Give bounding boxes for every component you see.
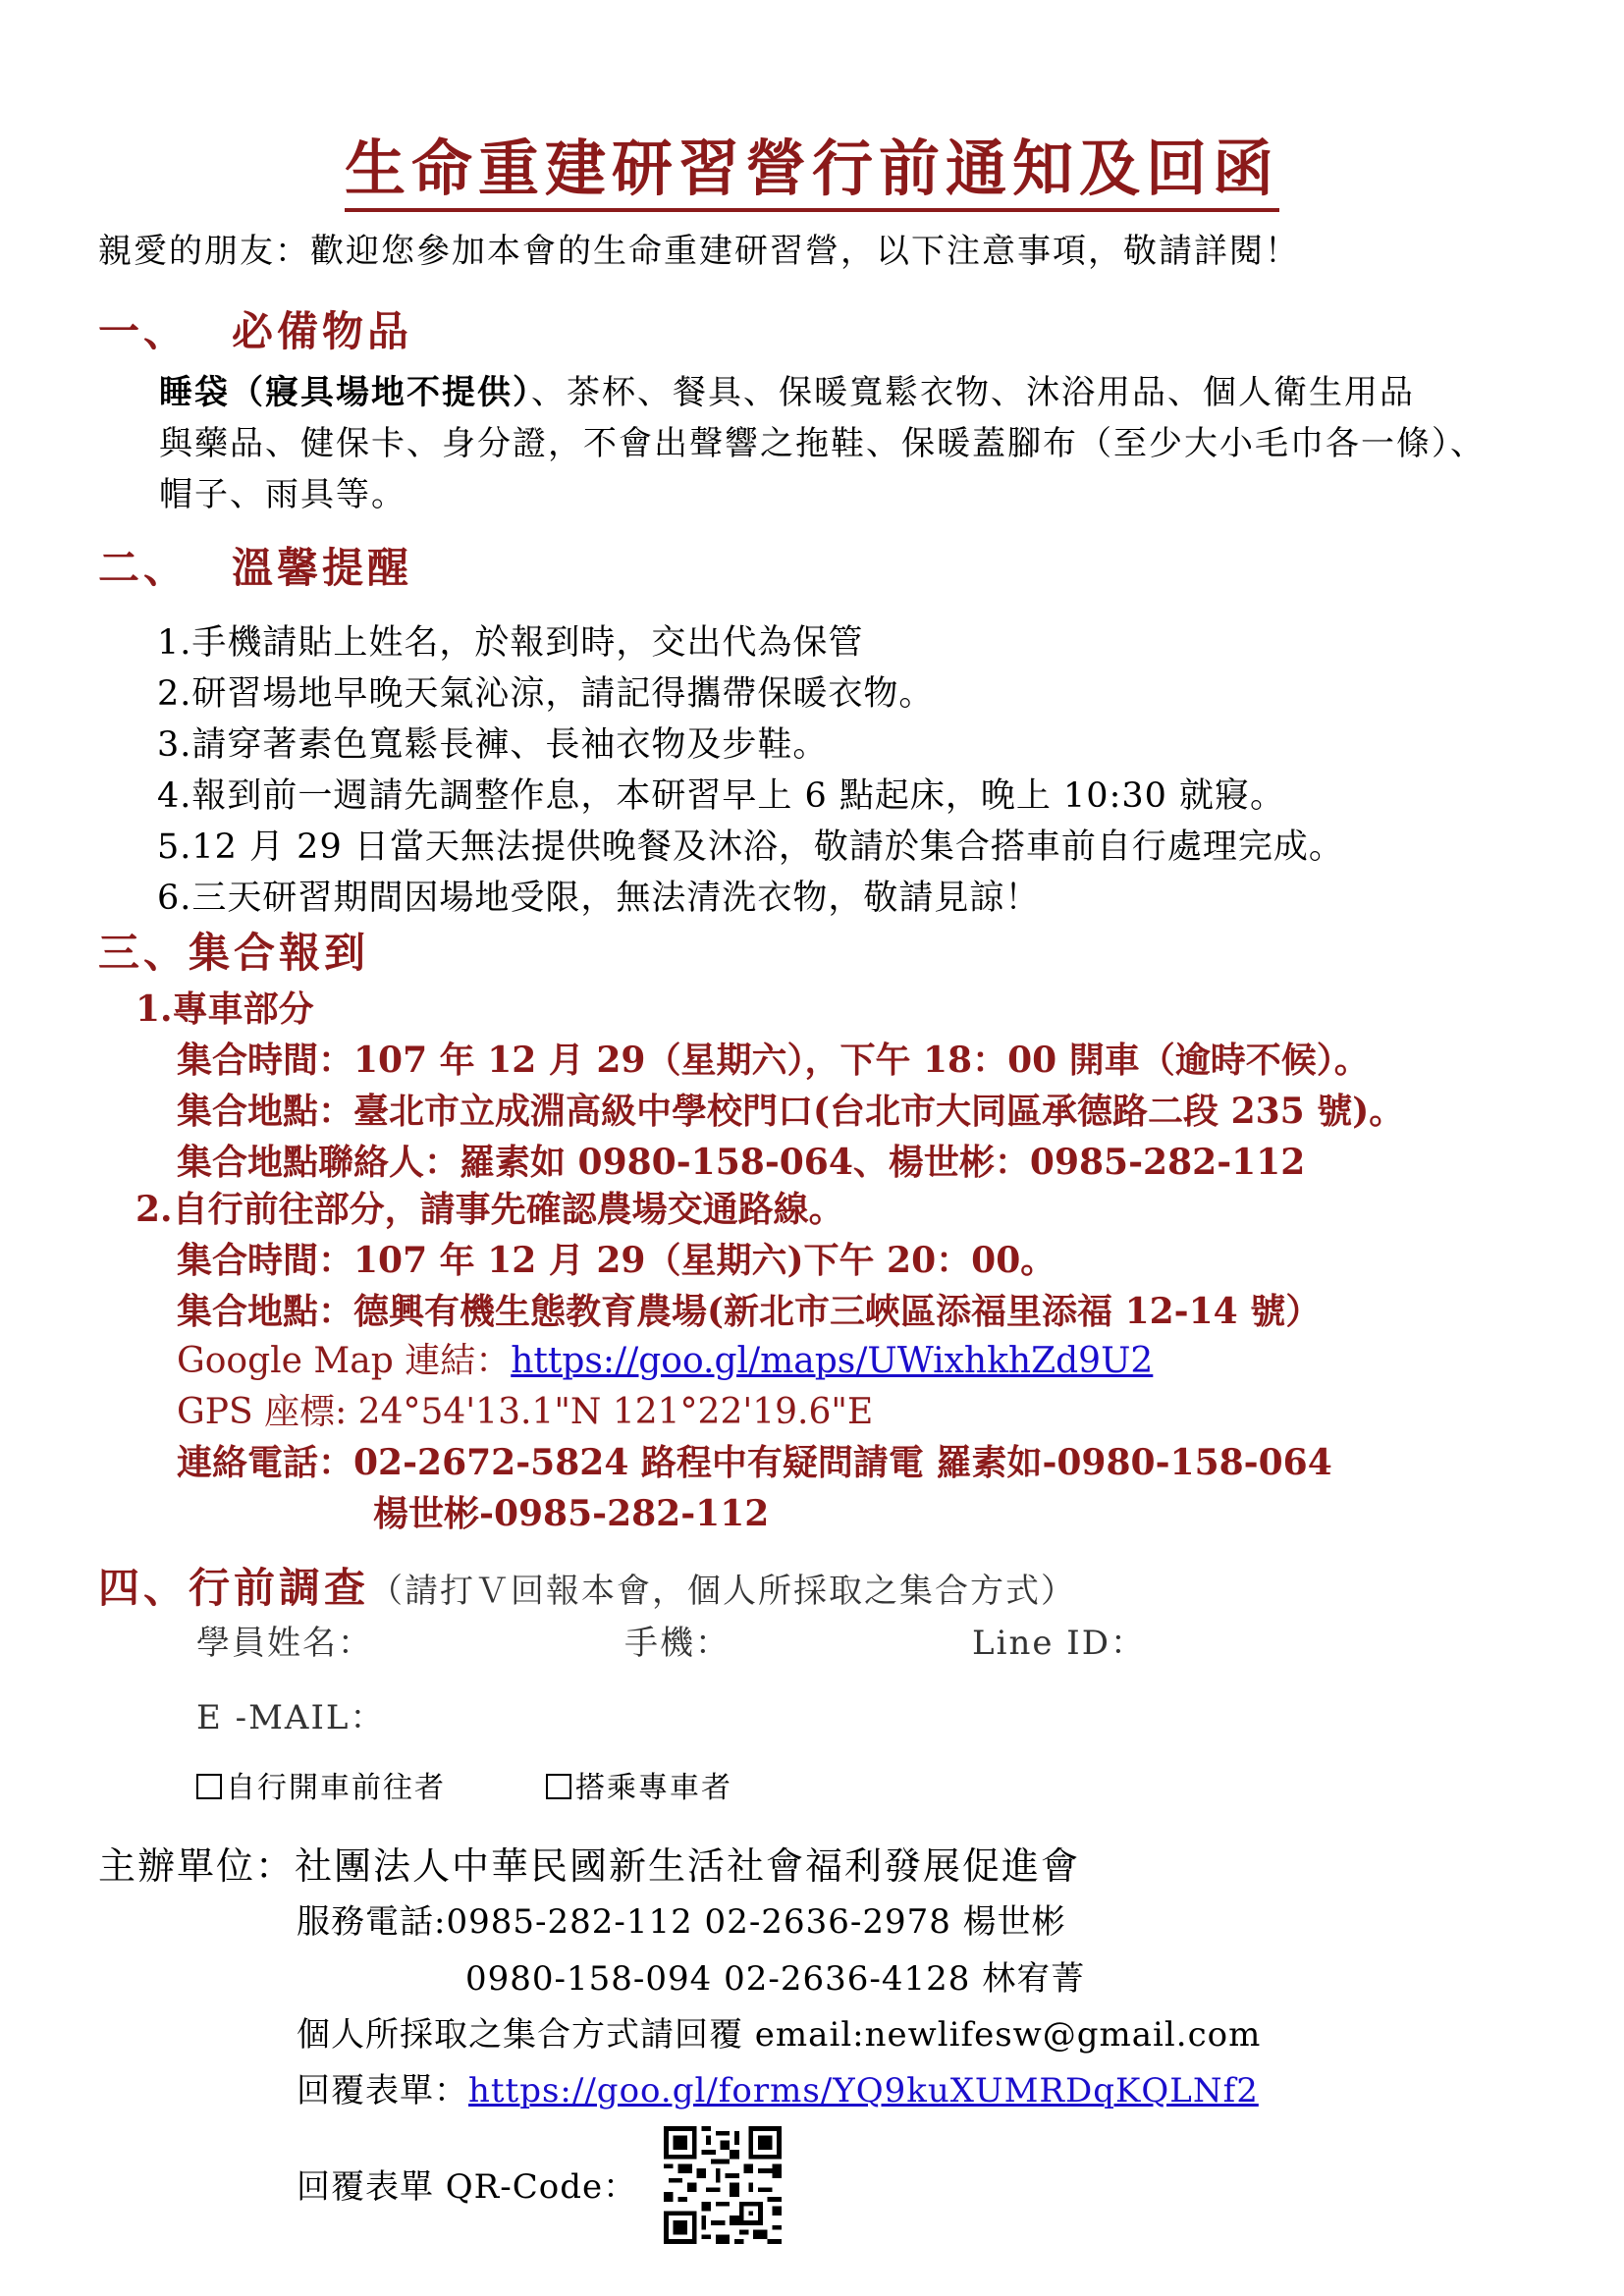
self-drive-time: 集合時間：107 年 12 月 29（星期六)下午 20：00。: [177, 1240, 1056, 1281]
map-link[interactable]: https://goo.gl/maps/UWixhkhZd9U2: [511, 1341, 1154, 1381]
section1-line2: 與藥品、健保卡、身分證，不會出聲響之拖鞋、保暖蓋腳布（至少大小毛巾各一條）、: [159, 424, 1486, 463]
checkbox[interactable]: [196, 1774, 222, 1799]
reply-form-label: 回覆表單：: [297, 2071, 468, 2110]
mobile-label: 手機：: [624, 1624, 731, 1663]
section4-header: [98, 1556, 1076, 1615]
reminder-item: 3.請穿著素色寬鬆長褲、長袖衣物及步鞋。: [157, 725, 829, 765]
section1-line1-rest: 、茶杯、餐具、保暖寬鬆衣物、沐浴用品、個人衛生用品: [531, 373, 1415, 412]
section4-heading: 四、行前調查: [98, 1564, 370, 1612]
self-drive-place: 集合地點：德興有機生態教育農場(新北市三峽區添福里添福 12-14 號）: [177, 1291, 1322, 1332]
intro-text: 親愛的朋友：歡迎您參加本會的生命重建研習營，以下注意事項，敬請詳閱！: [98, 232, 1300, 271]
section1-number: 一、: [98, 307, 189, 355]
shuttle-heading: 1.專車部分: [135, 988, 314, 1030]
email-label: E -MAIL：: [196, 1698, 386, 1737]
contact-phone: 連絡電話：02-2672-5824 路程中有疑問請電 羅素如-0980-158-064: [177, 1442, 1332, 1483]
section1-line3: 帽子、雨具等。: [159, 475, 406, 514]
name-label: 學員姓名：: [196, 1624, 373, 1663]
map-label: Google Map 連結：: [177, 1341, 512, 1381]
option-shuttle[interactable]: [546, 1763, 732, 1806]
reminder-item: 1.手機請貼上姓名，於報到時，交出代為保管: [157, 623, 864, 663]
section3-heading: 三、集合報到: [98, 929, 370, 977]
section2-heading: 溫馨提醒: [232, 544, 413, 592]
checkbox[interactable]: [546, 1774, 571, 1799]
contact-phone-2: 楊世彬-0985-282-112: [373, 1493, 770, 1534]
service-phone-1: 服務電話:0985-282-112 02-2636-2978 楊世彬: [297, 1902, 1066, 1942]
section2-number: 二、: [98, 544, 189, 592]
option-shuttle-label: 搭乘專車者: [575, 1771, 732, 1805]
reply-email-line: 個人所採取之集合方式請回覆 email:newlifesw@gmail.com: [297, 2015, 1262, 2055]
line-id-label: Line ID：: [972, 1624, 1146, 1663]
section4-note: （請打Ｖ回報本會，個人所採取之集合方式）: [369, 1572, 1077, 1611]
reminder-item: 6.三天研習期間因場地受限，無法清洗衣物，敬請見諒！: [157, 879, 1041, 918]
gps-coordinates: GPS 座標: 24°54'13.1"N 121°22'19.6"E: [177, 1392, 874, 1432]
shuttle-time: 集合時間：107 年 12 月 29（星期六），下午 18：00 開車（逾時不候）。: [177, 1040, 1370, 1081]
reply-form-link[interactable]: https://goo.gl/forms/YQ9kuXUMRDqKQLNf2: [468, 2071, 1259, 2110]
shuttle-place: 集合地點：臺北市立成淵高級中學校門口(台北市大同區承德路二段 235 號)。: [177, 1091, 1405, 1132]
option-self-drive-label: 自行開車前往者: [226, 1771, 446, 1805]
section1-line1-bold: 睡袋（寢具場地不提供）: [159, 373, 531, 412]
reminder-item: 5.12 月 29 日當天無法提供晚餐及沐浴，敬請於集合搭車前自行處理完成。: [157, 828, 1344, 867]
section1-line1: [159, 365, 1415, 413]
map-line: [177, 1333, 1153, 1383]
reminder-item: 4.報到前一週請先調整作息，本研習早上 6 點起床，晚上 10:30 就寢。: [157, 776, 1286, 816]
qr-code-image[interactable]: [664, 2126, 782, 2244]
option-self-drive[interactable]: [196, 1763, 446, 1806]
section1-heading: 必備物品: [232, 307, 413, 355]
reminder-item: 2.研習場地早晚天氣沁涼，請記得攜帶保暖衣物。: [157, 674, 935, 714]
shuttle-contact: 集合地點聯絡人：羅素如 0980-158-064、楊世彬：0985-282-112: [177, 1142, 1306, 1183]
page-title: 生命重建研習營行前通知及回函: [0, 120, 1624, 207]
reply-form-line: [297, 2063, 1259, 2111]
organizer-label: 主辦單位：社團法人中華民國新生活社會福利發展促進會: [98, 1844, 1081, 1888]
self-drive-heading: 2.自行前往部分，請事先確認農場交通路線。: [135, 1189, 844, 1230]
service-phone-2: 0980-158-094 02-2636-4128 林宥菁: [465, 1959, 1086, 1999]
qr-label: 回覆表單 QR-Code：: [297, 2167, 638, 2207]
